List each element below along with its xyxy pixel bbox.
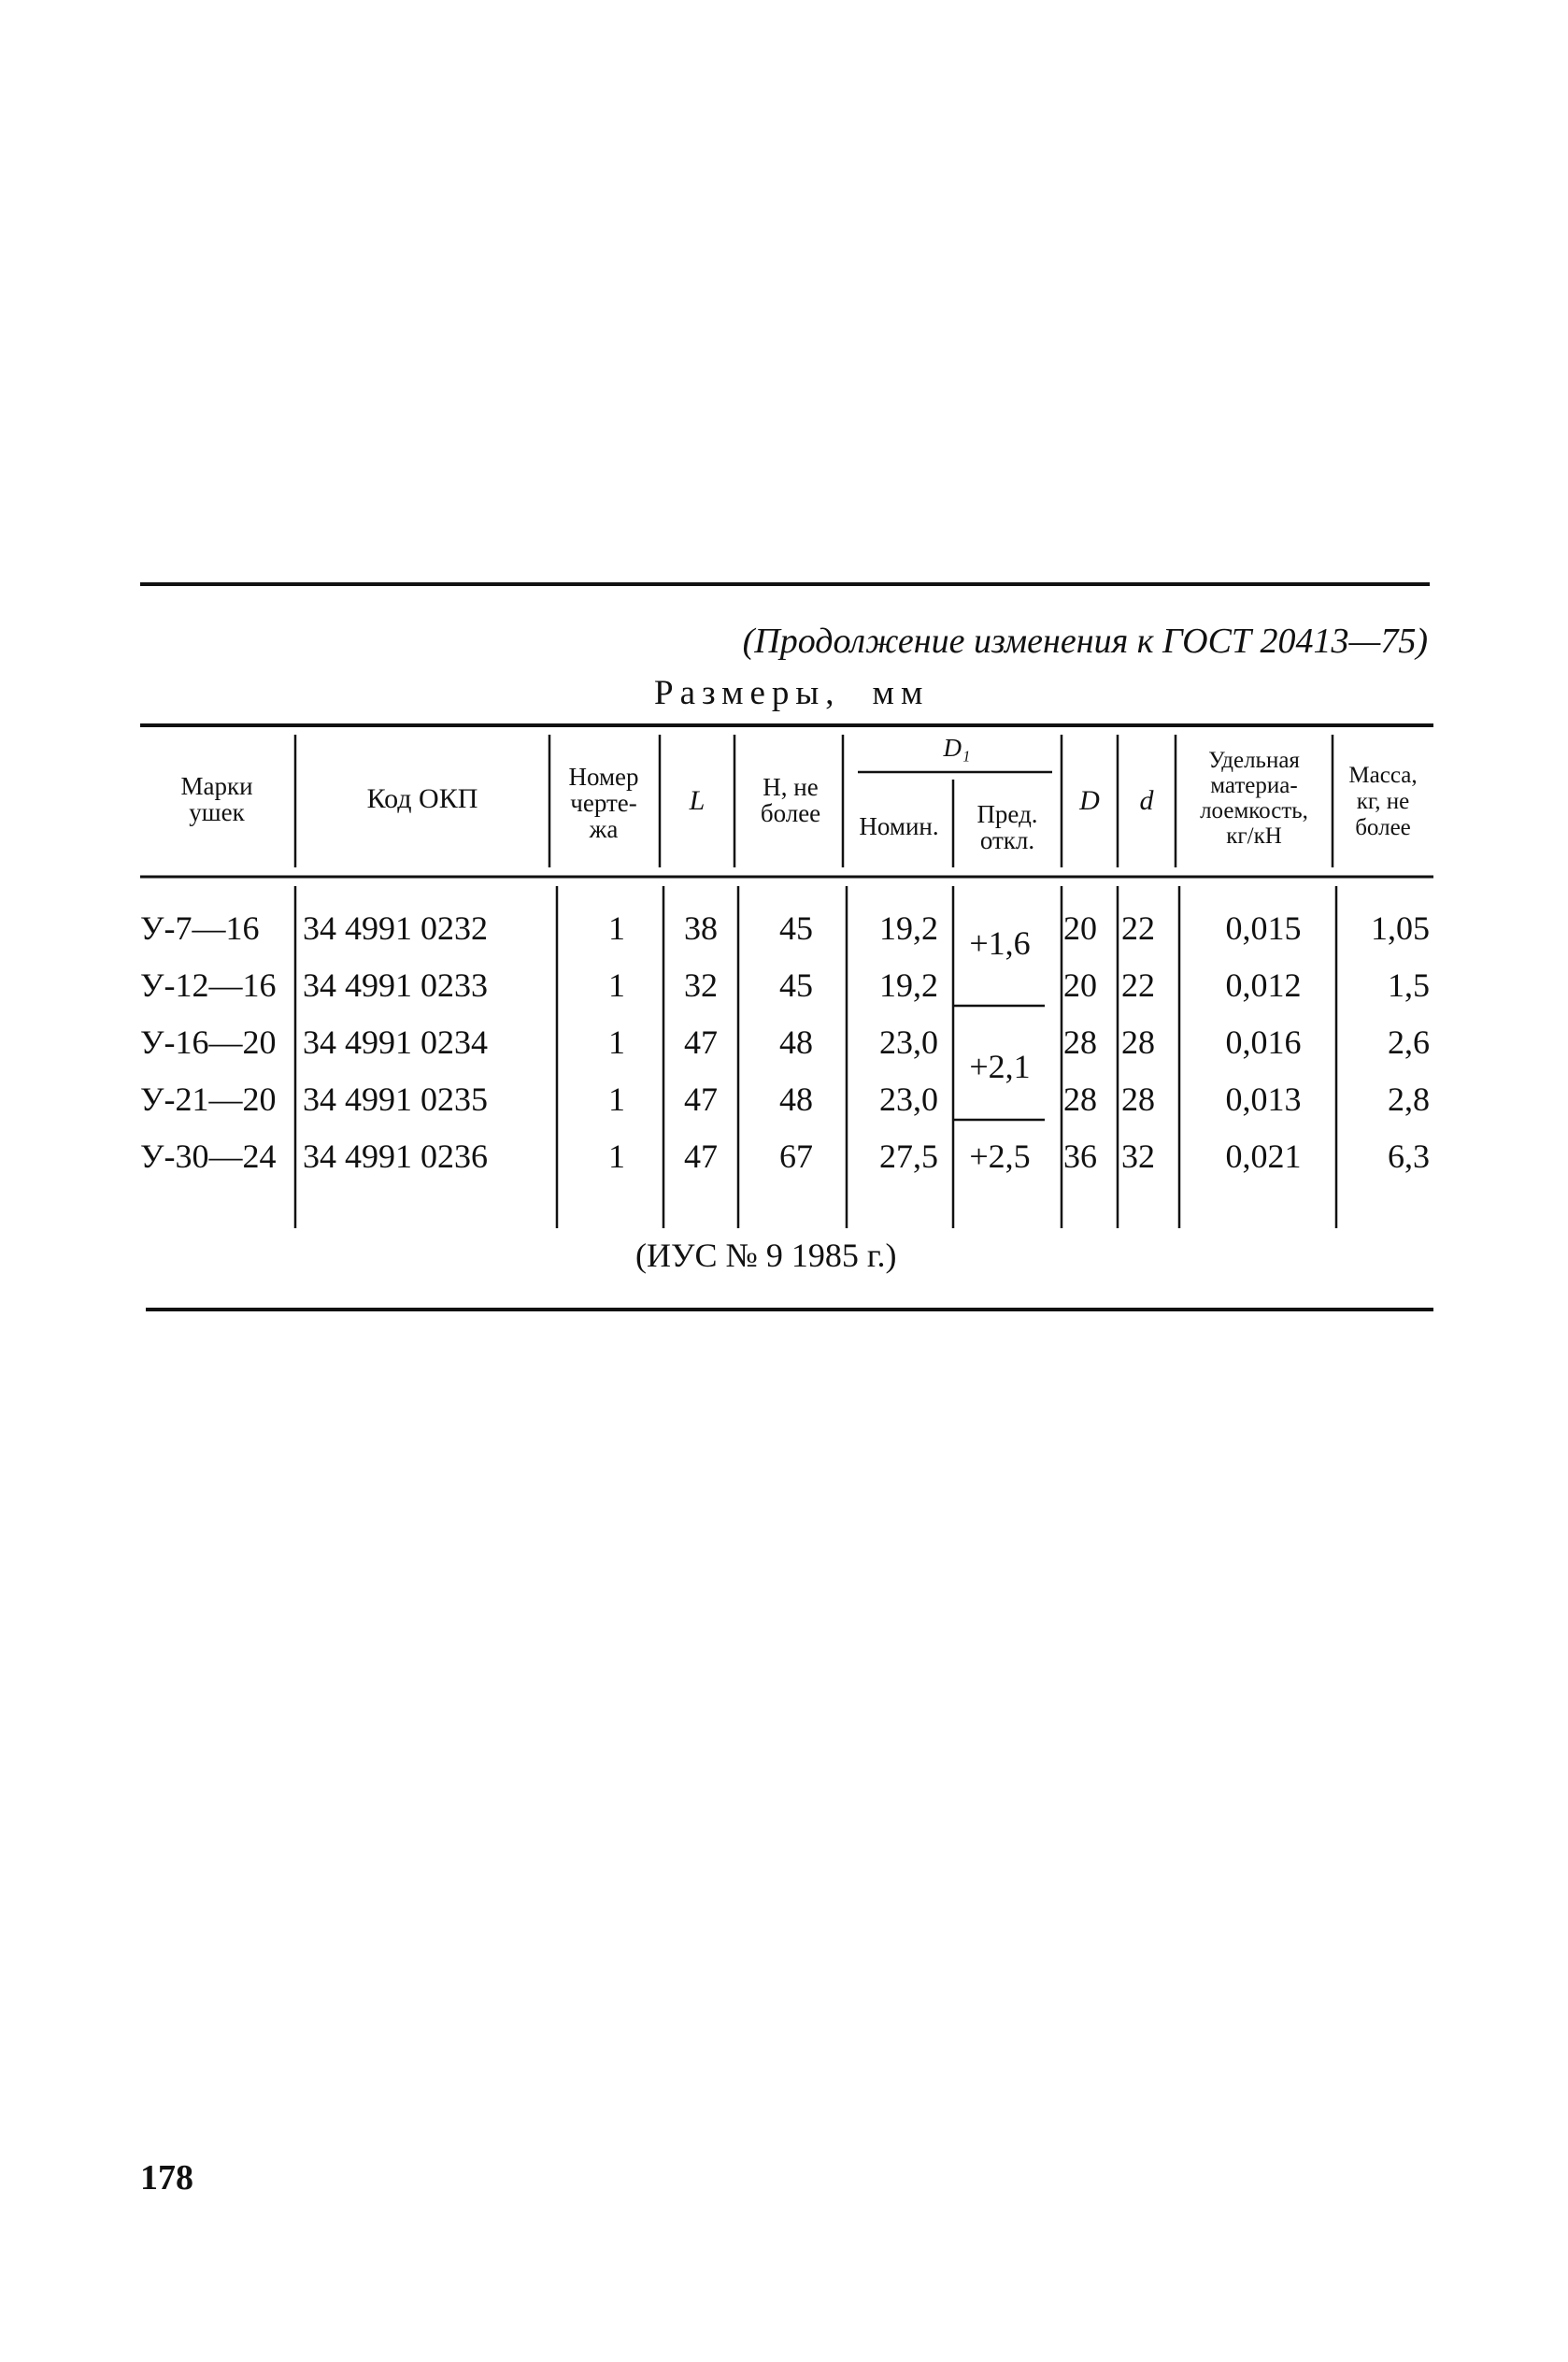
units-value: мм (872, 674, 930, 712)
cell-d: 28 (1121, 1024, 1155, 1061)
header-H: H, не более (760, 773, 821, 827)
cell-okp-code: 34 4991 0232 (303, 909, 488, 947)
header-drawing-no: Номер черте- жа (568, 763, 639, 843)
source-note: (ИУС № 9 1985 г.) (635, 1237, 897, 1274)
header-D: D (1079, 785, 1100, 816)
cell-L: 47 (684, 1081, 718, 1118)
header-d: d (1139, 785, 1154, 816)
cell-d: 32 (1121, 1138, 1155, 1175)
cell-D: 20 (1063, 966, 1097, 1004)
cell-D: 20 (1063, 909, 1097, 947)
cell-okp-code: 34 4991 0235 (303, 1081, 488, 1118)
cell-D: 28 (1063, 1081, 1097, 1118)
header-okp-code: Код ОКП (366, 783, 478, 814)
cell-D1-nominal: 23,0 (879, 1081, 938, 1118)
cell-specific-material: 0,013 (1225, 1081, 1302, 1118)
cell-d: 28 (1121, 1081, 1155, 1118)
cell-specific-material: 0,021 (1225, 1138, 1302, 1175)
header-D1-tolerance: Пред. откл. (976, 800, 1038, 854)
cell-drawing-no: 1 (608, 1081, 625, 1118)
cell-mass: 2,8 (1388, 1081, 1430, 1118)
header-D1-nominal: Номин. (859, 812, 939, 840)
cell-D1-nominal: 23,0 (879, 1024, 938, 1061)
continuation-caption: (Продолжение изменения к ГОСТ 20413—75) (742, 622, 1428, 661)
cell-grade: У-12—16 (140, 966, 277, 1004)
cell-mass: 1,05 (1371, 909, 1430, 947)
units-caption (654, 673, 929, 713)
cell-H: 67 (779, 1138, 813, 1175)
header-mass: Масса, кг, не более (1348, 763, 1418, 840)
cell-drawing-no: 1 (608, 1138, 625, 1175)
header-grade: Марки ушек (180, 772, 253, 826)
cell-specific-material: 0,015 (1225, 909, 1302, 947)
cell-D: 36 (1063, 1138, 1097, 1175)
cell-H: 48 (779, 1081, 813, 1118)
header-D1: D₁ (943, 734, 971, 762)
cell-specific-material: 0,012 (1225, 966, 1302, 1004)
cell-D1-tolerance: +2,1 (969, 1048, 1031, 1085)
cell-drawing-no: 1 (608, 966, 625, 1004)
bottom-rule (146, 1308, 1433, 1311)
cell-L: 47 (684, 1138, 718, 1175)
cell-D1-nominal: 19,2 (879, 966, 938, 1004)
cell-H: 48 (779, 1024, 813, 1061)
cell-D1-nominal: 27,5 (879, 1138, 938, 1175)
cell-drawing-no: 1 (608, 909, 625, 947)
cell-mass: 1,5 (1388, 966, 1430, 1004)
cell-okp-code: 34 4991 0236 (303, 1138, 488, 1175)
cell-grade: У-16—20 (140, 1024, 277, 1061)
cell-H: 45 (779, 909, 813, 947)
cell-D1-tolerance: +2,5 (969, 1138, 1031, 1175)
cell-D1-nominal: 19,2 (879, 909, 938, 947)
cell-mass: 6,3 (1388, 1138, 1430, 1175)
top-rule (140, 582, 1430, 586)
cell-H: 45 (779, 966, 813, 1004)
cell-okp-code: 34 4991 0234 (303, 1024, 488, 1061)
cell-mass: 2,6 (1388, 1024, 1430, 1061)
cell-grade: У-21—20 (140, 1081, 277, 1118)
units-label: Размеры, (654, 674, 841, 712)
page-number: 178 (140, 2158, 193, 2197)
header-L: L (689, 785, 706, 816)
cell-grade: У-30—24 (140, 1138, 277, 1175)
cell-L: 38 (684, 909, 718, 947)
cell-drawing-no: 1 (608, 1024, 625, 1061)
cell-d: 22 (1121, 966, 1155, 1004)
cell-L: 32 (684, 966, 718, 1004)
cell-specific-material: 0,016 (1225, 1024, 1302, 1061)
cell-grade: У-7—16 (140, 909, 260, 947)
cell-D: 28 (1063, 1024, 1097, 1061)
cell-d: 22 (1121, 909, 1155, 947)
cell-okp-code: 34 4991 0233 (303, 966, 488, 1004)
header-specific-material: Удельная материа- лоемкость, кг/кН (1200, 748, 1308, 849)
cell-D1-tolerance: +1,6 (969, 924, 1031, 962)
cell-L: 47 (684, 1024, 718, 1061)
